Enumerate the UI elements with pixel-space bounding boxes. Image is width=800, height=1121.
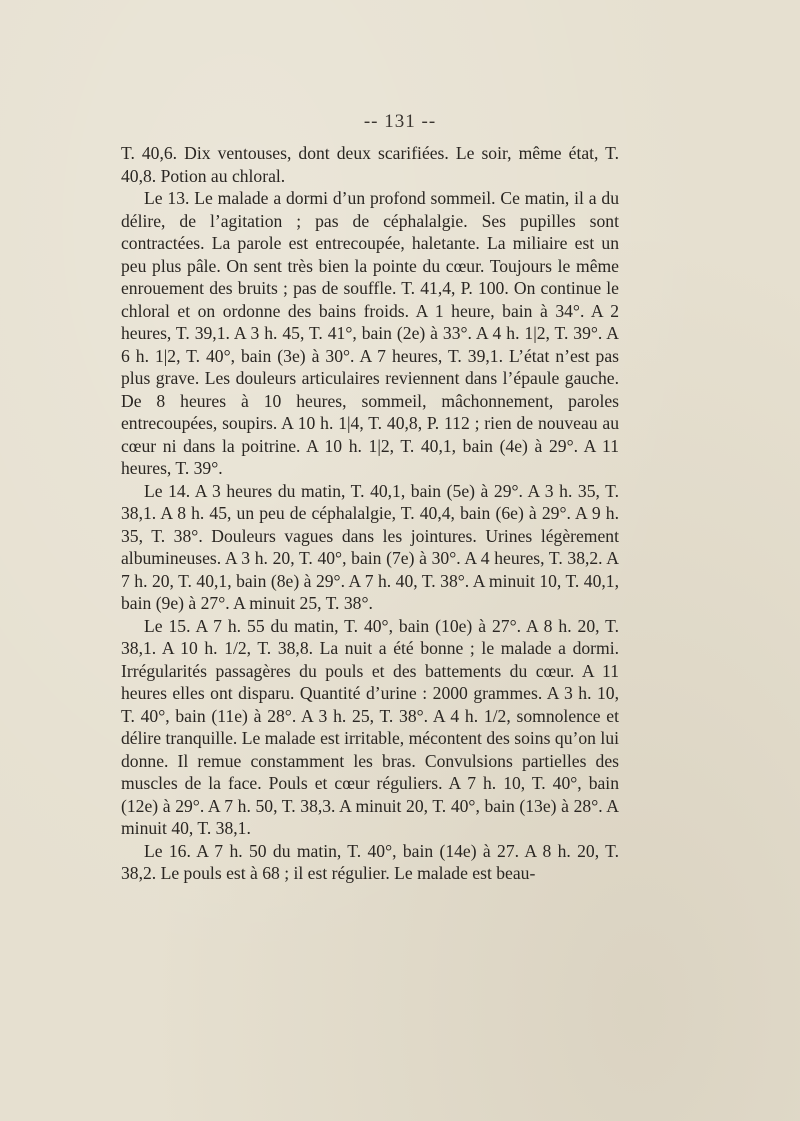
paragraph-day-13: Le 13. Le malade a dormi d’un profond sommeil. Ce matin, il a du délire, de l’agitation ; pas de céphalalgie. Ses pupilles sont contractées. La parole est entrecoupée, haletante. La miliaire est un peu plus pâle. On sent très bien la pointe du cœur. Toujours le même enrouement des bruits ; pas de souffle. T. 41,4, P. 100. On continue le chloral et on ordonne des bains froids. A 1 heure, bain à 34°. A 2 heures, T. 39,1. A 3 h. 45, T. 41°, bain (2e) à 33°. A 4 h. 1|2, T. 39°. A 6 h. 1|2, T. 40°, bain (3e) à 30°. A 7 heures, T. 39,1. L’état n’est pas plus grave. Les douleurs articulaires reviennent dans l’épaule gauche. De 8 heures à 10 heures, sommeil, mâchonnement, paroles entrecoupées, soupirs. A 10 h. 1|4, T. 40,8, P. 112 ; rien de nouveau au cœur ni dans la poitrine. A 10 h. 1|2, T. 40,1, bain (4e) à 29°. A 11 heures, T. 39°. [121,188,619,478]
body-text [121,142,619,885]
paragraph-day-14: Le 14. A 3 heures du matin, T. 40,1, bain (5e) à 29°. A 3 h. 35, T. 38,1. A 8 h. 45, un peu de céphalalgie, T. 40,4, bain (6e) à 29°. A 9 h. 35, T. 38°. Douleurs vagues dans les jointures. Urines légèrement albumineuses. A 3 h. 20, T. 40°, bain (7e) à 30°. A 4 heures, T. 38,2. A 7 h. 20, T. 40,1, bain (8e) à 29°. A 7 h. 40, T. 38°. A minuit 10, T. 40,1, bain (9e) à 27°. A minuit 25, T. 38°. [121,480,619,613]
page-number: -- 131 -- [363,111,437,132]
paragraph-day-15: Le 15. A 7 h. 55 du matin, T. 40°, bain (10e) à 27°. A 8 h. 20, T. 38,1. A 10 h. 1/2, T. 38,8. La nuit a été bonne ; le malade a dormi. Irrégularités passagères du pouls et des battements du cœur. A 11 heures elles ont disparu. Quantité d’urine : 2000 grammes. A 3 h. 10, T. 40°, bain (11e) à 28°. A 3 h. 25, T. 38°. A 4 h. 1/2, somnolence et délire tranquille. Le malade est irritable, mécontent des soins qu’on lui donne. Il remue constamment les bras. Convulsions partielles des muscles de la face. Pouls et cœur réguliers. A 7 h. 10, T. 40°, bain (12e) à 29°. A 7 h. 50, T. 38,3. A minuit 20, T. 40°, bain (13e) à 28°. A minuit 40, T. 38,1. [121,615,619,838]
paragraph-day-16: Le 16. A 7 h. 50 du matin, T. 40°, bain (14e) à 27. A 8 h. 20, T. 38,2. Le pouls est à 68 ; il est régulier. Le malade est beau- [121,840,619,883]
paragraph-continuation: T. 40,6. Dix ventouses, dont deux scarifiées. Le soir, même état, T. 40,8. Potion au chloral. [121,143,619,186]
